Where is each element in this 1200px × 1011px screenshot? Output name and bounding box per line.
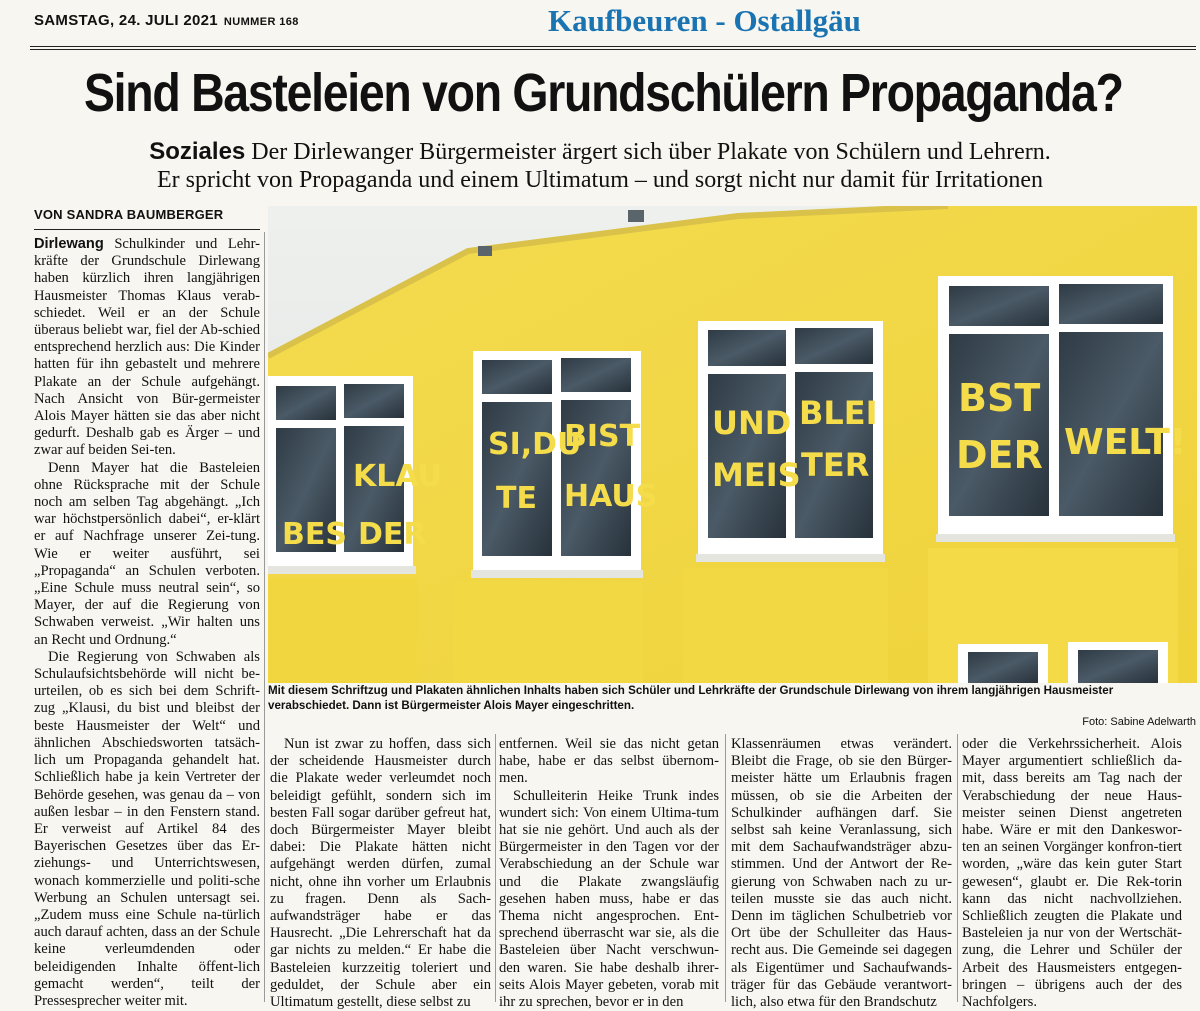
- masthead-rule-2: [30, 49, 1196, 50]
- paragraph: Die Regierung von Schwaben als Schulaufsichtsbehörde will nicht be-urteilen, ob es sich bei dem Schrift-zug „Klausi, du bist und bleibst der beste Hausmeister der Welt“ und ähnlichen Abschiedsworten tatsäch-lich um Propaganda gehandelt hat. Schließlich habe ja kein Vertreter der Behörde gesehen, was genau da – von außen lesbar – in den Fenstern stand. Er verweist auf Artikel 84 des Bayerischen Gesetzes über das Er-ziehungs- und Unterrichtswesen, wonach kommerzielle und politi-sche Werbung an Schulen untersagt sei. „Zudem muss eine Schule na-türlich auch darauf achten, dass an der Schule keine verleumdenden oder beleidigenden Inhalte öffent-lich gemacht werden“, teilt der Pressesprecher weiter mit.: [34, 648, 260, 1009]
- window-text: WELT!: [1064, 422, 1187, 463]
- dateline: [34, 12, 299, 29]
- article-photo: [268, 206, 1197, 683]
- byline: VON SANDRA BAUMBERGER: [34, 207, 224, 222]
- window-text: BIST: [564, 419, 641, 454]
- photo-caption: Mit diesem Schriftzug und Plakaten ähnlichen Inhalts haben sich Schüler und Lehrkräfte der Grundschule Dirlewang von ihrem langjährigen Hausmeister verabschiedet. Dann ist Bürgermeister Alois Mayer eingeschritten.: [268, 684, 1114, 712]
- window-text: TER: [801, 446, 870, 484]
- subhead-line-2: Er spricht von Propaganda und einem Ultimatum – und sorgt nicht nur damit für Irritationen: [156, 167, 1044, 193]
- paragraph: Klassenräumen etwas verändert. Bleibt die Frage, ob sie den Bürger-meister hätte um Erlaubnis fragen müssen, ob sie die Arbeiten der Schulkinder aufhängen darf. Sie selbst sah keine Veranlassung, sich mit dem Sachaufwandsträger abzu-stimmen. Und der Antwort der Re-gierung von Schwaben nach zu ur-teilen musste sie das auch nicht. Denn im täglichen Schulbetrieb vor Ort übe der Schulleiter das Haus-recht aus. Die Gemeinde sei dagegen als Eigentümer und Sachaufwands-träger für das Gebäude verantwort-lich, also etwa für den Brandschutz: [731, 736, 952, 1011]
- window-text: HAUS: [564, 479, 658, 514]
- window-text: TE: [496, 481, 537, 516]
- window-text: BST: [958, 376, 1041, 420]
- subhead: [120, 138, 1080, 194]
- window-text: KLAU: [353, 459, 443, 494]
- masthead: [0, 0, 1200, 48]
- article-column-4: [731, 736, 952, 1011]
- window-text: DER: [358, 517, 427, 552]
- window-text: SI,DU: [488, 427, 582, 462]
- window-text: BES: [282, 517, 347, 552]
- paragraph: Dirlewang Schulkinder und Lehr-kräfte der Grundschule Dirlewang haben kürzlich ihren langjährigen Hausmeister Thomas Klaus verab-schiedet. Weil er an der Schule überaus beliebt war, fiel der Ab-schied entsprechend herzlich aus: Die Kinder hatten für ihn gebastelt und mehrere Plakate an der Schule aufgehängt. Nach Ansicht von Bür-germeister Alois Mayer hätten sie das aber nicht gedurft. Deshalb gab es Ärger – und zwar auf beiden Sei-ten.: [34, 236, 260, 459]
- window-text: UND: [712, 404, 792, 442]
- article-column-3: [499, 736, 719, 1011]
- paragraph: Denn Mayer hat die Basteleien ohne Rücksprache mit der Schule noch am selben Tag abgehängt. „Ich war höchstpersönlich dabei“, er-klärt er auf Nachfrage unserer Zei-tung. Wie er weiter ausführt, sei „Propaganda“ an Schulen verboten. „Eine Schule muss neutral sein“, so Mayer, der auf die Regierung von Schwaben verweist. „Wir halten uns an Recht und Ordnung.“: [34, 459, 260, 648]
- photo-credit: Foto: Sabine Adelwarth: [1082, 716, 1196, 728]
- column-divider: [264, 232, 265, 1002]
- subhead-keyword: Soziales: [149, 138, 246, 165]
- window-text: MEIS: [712, 456, 801, 494]
- article-column-5: [962, 736, 1182, 1011]
- headline: Sind Basteleien von Grundschülern Propaganda?: [84, 63, 1123, 123]
- window-text: DER: [956, 433, 1043, 477]
- paragraph: oder die Verkehrssicherheit. Alois Mayer argumentiert schließlich da-mit, dass bereits am Tag nach der Verabschiedung der neue Haus-meister seinen Dienst angetreten habe. Wäre er mit den Dankeswor-ten an seinen Vorgänger konfron-tiert worden, „wäre das kein guter Start gewesen“, glaubt er. Die Rek-torin kann das nicht nachvollziehen. Schließlich zeugten die Plakate und Basteleien ja nur von der Wertschät-zung, die Lehrer und Schüler der Arbeit des Hausmeisters entgegen-bringen – übrigens auch der des Nachfolgers.: [962, 736, 1182, 1011]
- column-divider: [725, 734, 726, 1002]
- paragraph: Schulleiterin Heike Trunk indes wundert sich: Von einem Ultima-tum hat sie nie gehört. Und auch als der Bürgermeister in den Tagen vor der Verabschiedung an der Schule war und die Plakate zwangsläufig gesehen haben muss, habe er das Thema nicht angesprochen. Ent-sprechend überrascht war sie, als die Basteleien über Nacht verschwun-den waren. Sie habe deshalb ihrer-seits Alois Mayer gebeten, vorab mit ihr zu sprechen, bevor er in den: [499, 787, 719, 1011]
- window-text: BLEI: [799, 394, 878, 432]
- byline-rule: [34, 229, 260, 230]
- section-title: Kaufbeuren - Ostallgäu: [548, 3, 861, 38]
- column-divider: [495, 734, 496, 1002]
- paragraph: Nun ist zwar zu hoffen, dass sich der scheidende Hausmeister durch die Plakate weder verleumdet noch beleidigt gefühlt, sondern sich im besten Fall sogar darüber gefreut hat, doch Bürgermeister Mayer bleibt dabei: Die Plakate hätten nicht aufgehängt werden dürfen, zumal nicht, ohne ihn vorher um Erlaubnis zu fragen. Denn als Sach-aufwandsträger habe er das Hausrecht. „Die Lehrerschaft hat da gar nichts zu melden.“ Er habe die Basteleien kurzzeitig toleriert und geduldet, der Schule aber ein Ultimatum gestellt, diese selbst zu: [270, 736, 491, 1011]
- article-column-1: [34, 236, 260, 1010]
- paragraph: entfernen. Weil sie das nicht getan habe, habe er das selbst übernom-men.: [499, 736, 719, 787]
- issue-date: SAMSTAG, 24. JULI 2021: [34, 12, 218, 29]
- window-2: [471, 351, 643, 578]
- school-building-image: [268, 206, 1197, 683]
- issue-number: NUMMER 168: [223, 16, 299, 28]
- article-column-2: [270, 736, 491, 1011]
- subhead-line-1: Der Dirlewanger Bürgermeister ärgert sich über Plakate von Schülern und Lehrern.: [245, 139, 1051, 165]
- column-divider: [957, 734, 958, 1002]
- dateline-location: Dirlewang: [34, 236, 104, 252]
- masthead-rule: [30, 46, 1196, 47]
